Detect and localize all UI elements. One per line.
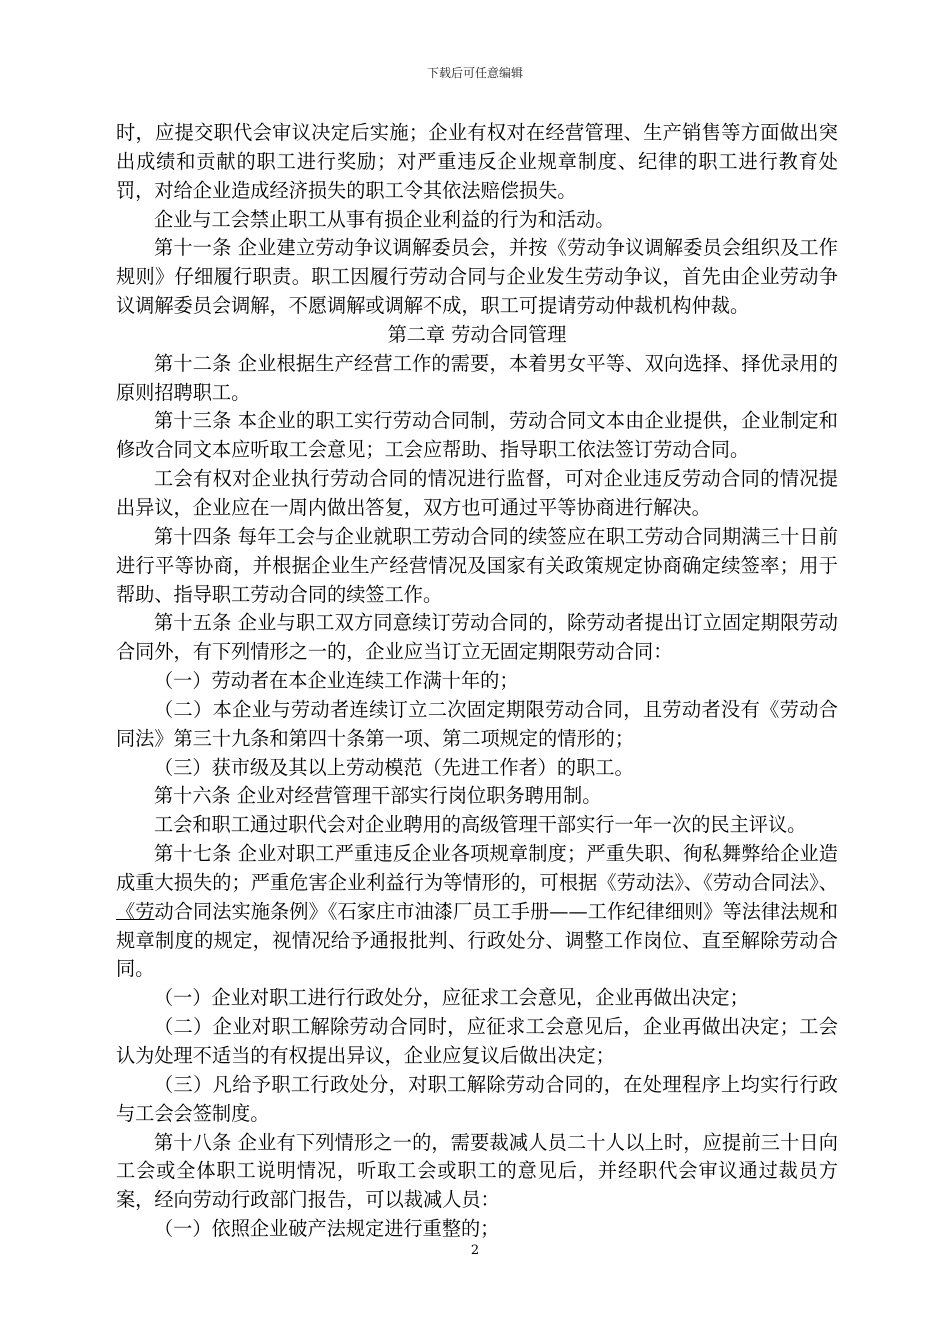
article-11: 第十一条 企业建立劳动争议调解委员会，并按《劳动争议调解委员会组织及工作规则》仔细履行职责。职工因履行劳动合同与企业发生劳动争议，首先由企业劳动争议调解委员会调解，不愿调解或调解不成，职工可提请劳动仲裁机构仲裁。 [116,236,838,318]
list-item: （一）依照企业破产法规定进行重整的； [154,1217,500,1241]
document-body [116,119,838,1244]
list-item: （一）企业对职工进行行政处分，应征求工会意见，企业再做出决定； [154,986,749,1010]
paragraph: 工会有权对企业执行劳动合同的情况进行监督，可对企业违反劳动合同的情况提出异议，企业应在一周内做出答复，双方也可通过平等协商进行解决。 [116,467,838,519]
article-14: 第十四条 每年工会与企业就职工劳动合同的续签应在职工劳动合同期满三十日前进行平等协商，并根据企业生产经营情况及国家有关政策规定协商确定续签率；用于帮助、指导职工劳动合同的续签工作。 [116,524,838,606]
list-item: （三）凡给予职工行政处分，对职工解除劳动合同的，在处理程序上均实行行政与工会会签制度。 [116,1072,838,1125]
paragraph: 工会和职工通过职代会对企业聘用的高级管理干部实行一年一次的民主评议。 [154,813,807,837]
list-item: （二）企业对职工解除劳动合同时，应征求工会意见后，企业再做出决定；工会认为处理不适当的有权提出异议，企业应复议后做出决定； [116,1015,838,1067]
chapter-heading: 第二章 劳动合同管理 [387,322,567,346]
page-header: 下载后可任意编辑 [426,66,523,80]
article-12: 第十二条 企业根据生产经营工作的需要，本着男女平等、双向选择、择优录用的原则招聘职工。 [116,351,838,404]
article-15: 第十五条 企业与职工双方同意续订劳动合同的，除劳动者提出订立固定期限劳动合同外，有下列情形之一的，企业应当订立无固定期限劳动合同： [116,611,838,664]
article-17 [116,840,838,984]
article-13: 第十三条 本企业的职工实行劳动合同制，劳动合同文本由企业提供，企业制定和修改合同文本应听取工会意见；工会应帮助、指导职工依法签订劳动合同。 [116,409,838,462]
article-16: 第十六条 企业对经营管理干部实行岗位职务聘用制。 [154,784,602,808]
list-item: （三）获市级及其以上劳动模范（先进工作者）的职工。 [154,755,634,779]
paragraph: 企业与工会禁止职工从事有损企业利益的行为和活动。 [154,207,615,231]
paragraph: 时，应提交职代会审议决定后实施；企业有权对在经营管理、生产销售等方面做出突出成绩和贡献的职工进行奖励；对严重违反企业规章制度、纪律的职工进行教育处罚，对给企业造成经济损失的职工令其依法赔偿损失。 [116,121,838,202]
article-17-text-before: 第十七条 企业对职工严重违反企业各项规章制度；严重失职、徇私舞弊给企业造成重大损失的；严重危害企业利益行为等情形的，可根据《劳动法》、《劳动合同法》、 [116,842,838,894]
article-17-text-after: 动合同法实施条例》《石家庄市油漆厂员工手册——工作纪律细则》等法律法规和规章制度的规定，视情况给予通报批判、行政处分、调整工作岗位、直至解除劳动合同。 [116,899,838,981]
list-item: （二）本企业与劳动者连续订立二次固定期限劳动合同，且劳动者没有《劳动合同法》第三十九条和第四十条第一项、第二项规定的情形的； [116,697,838,750]
page-number: 2 [470,1243,480,1258]
article-18: 第十八条 企业有下列情形之一的，需要裁减人员二十人以上时，应提前三十日向工会或全体职工说明情况，听取工会或职工的意见后，并经职代会审议通过裁员方案，经向劳动行政部门报告，可以裁减人员： [116,1130,838,1212]
list-item: （一）劳动者在本企业连续工作满十年的； [154,669,519,693]
underlined-text: 《劳 [116,899,155,923]
